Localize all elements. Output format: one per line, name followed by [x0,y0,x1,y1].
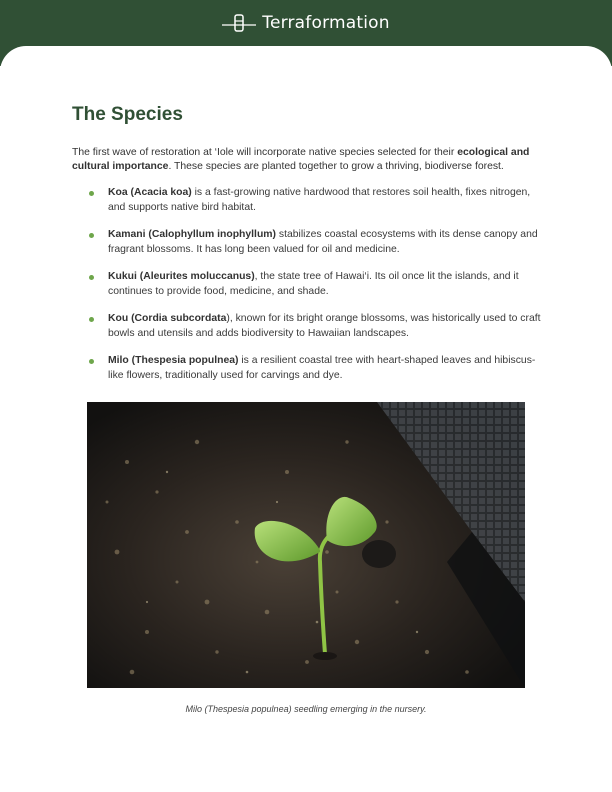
species-name: Milo (Thespesia populnea) [108,355,239,366]
species-description: , the state tree of Hawai‘i. Its oil once lit the islands, and it continues to provide food, medicine, and shade. [108,271,519,297]
species-name: Kukui (Aleurites moluccanus) [108,271,255,282]
intro-text-end: . These species are planted together to grow a thriving, biodiverse forest. [168,161,504,172]
brand-name: Terraformation [262,13,390,33]
seedling-photo [87,402,525,688]
bullet-icon [89,233,94,238]
bullet-icon [89,191,94,196]
species-name: Kou (Cordia subcordata [108,313,227,324]
bullet-icon [89,275,94,280]
main-content [72,104,542,396]
species-description: is a fast-growing native hardwood that restores soil health, fixes nitrogen, and supports native bird habitat. [108,187,531,213]
bullet-icon [89,359,94,364]
header-curve [0,46,612,86]
species-name: Koa (Acacia koa) [108,187,192,198]
seedling-illustration [87,402,525,688]
species-name: Kamani (Calophyllum inophyllum) [108,229,276,240]
species-description: is a resilient coastal tree with heart-shaped leaves and hibiscus-like flowers, traditionally used for carvings and dye. [108,355,536,381]
species-item [89,312,542,341]
intro-emphasis: ecological and cultural importance [72,147,530,172]
figure-caption: Milo (Thespesia populnea) seedling emerging in the nursery. [185,704,427,714]
species-item [89,228,542,257]
species-item [89,270,542,299]
species-list [72,186,542,383]
species-description: stabilizes coastal ecosystems with its dense canopy and fragrant blossoms. It has long been valued for oil and medicine. [108,229,538,255]
intro-text-start: The first wave of restoration at ‘Iole will incorporate native species selected for their [72,147,458,158]
intro-paragraph [72,146,542,174]
species-item [89,186,542,215]
brand-logo [0,13,612,33]
species-description: ), known for its bright orange blossoms, was historically used to craft bowls and utensils and adds biodiversity to Hawaiian landscapes. [108,313,541,339]
section-title: The Species [72,104,183,125]
terraformation-logo-icon [222,14,256,32]
bullet-icon [89,317,94,322]
species-item [89,354,542,383]
